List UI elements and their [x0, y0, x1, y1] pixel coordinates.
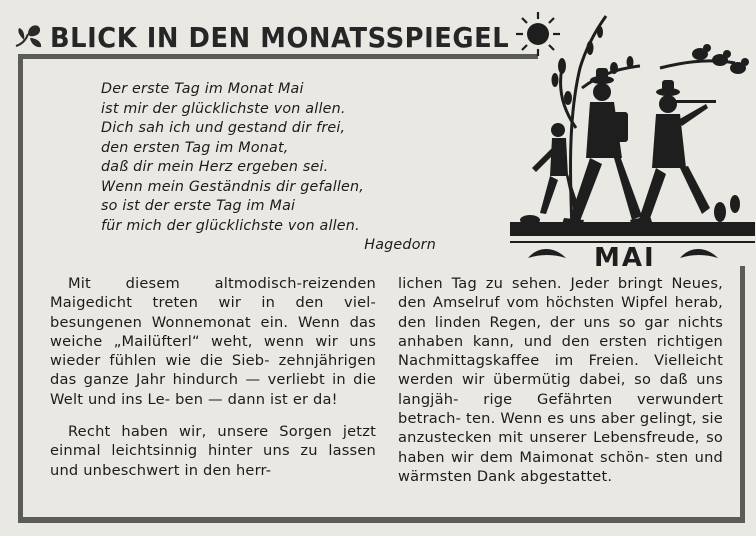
poem-line: den ersten Tag im Monat, [101, 139, 289, 156]
sun-icon [516, 12, 560, 56]
silhouette-musicians-illustration [510, 8, 755, 270]
poem-line: so ist der erste Tag im Mai [101, 198, 296, 214]
poem-line: Dich sah ich und gestand dir frei, [101, 120, 346, 136]
frame-rule-left [18, 54, 23, 522]
poem-author: Hagedorn [364, 237, 436, 253]
article-paragraph: Recht haben wir, unsere Sorgen jetzt einmal leichtsinnig hinter uns zu lassen und unbeschwert in den herr- [50, 423, 376, 479]
bird-icon [692, 44, 749, 74]
poem-line: daß dir mein Herz ergeben sei. [101, 159, 329, 175]
poem [101, 80, 446, 256]
article-column-right [398, 274, 723, 486]
leaf-ornament-icon [14, 22, 48, 52]
frame-rule-bottom [18, 517, 745, 523]
frame-rule-right [740, 262, 745, 522]
poem-line: ist mir der glücklichste von allen. [101, 100, 346, 117]
poem-line: für mich der glücklichste von allen. [101, 217, 360, 234]
poem-line: Der erste Tag im Monat Mai [101, 81, 304, 97]
page-title: BLICK IN DEN MONATSSPIEGEL [50, 21, 510, 54]
article-paragraph: lichen Tag zu sehen. Jeder bringt Neues, den Amselruf vom höchsten Wipfel herab, den linden Regen, der uns so gar nichts anhaben kann, und den ersten richtigen Nachmittagskaffee im Freien. Vielleicht werden wir übermütig dabei, so daß uns langjäh- rige Gefährten verwundert betrach- ten. Wenn es uns aber gelingt, sie anzustecken mit unserer Lebensfreude, so haben wir dem Maimonat schön- sten und wärmsten Dank abgestattet. [398, 275, 724, 485]
article-column-left [50, 274, 376, 480]
mai-banner-label: MAI [594, 243, 656, 270]
poem-line: Wenn mein Geständnis dir gefallen, [101, 178, 365, 195]
article-paragraph: Mit diesem altmodisch-reizenden Maigedicht treten wir in den viel- besungenen Wonnemonat ein. Wenn das weiche „Mailüfterl“ weht, wenn wir uns wieder fühlen wie die Sieb- zehnjährigen das ganze Jahr hindurch — verliebt in die Welt und ins Le- ben — dann ist er da! [50, 275, 377, 408]
